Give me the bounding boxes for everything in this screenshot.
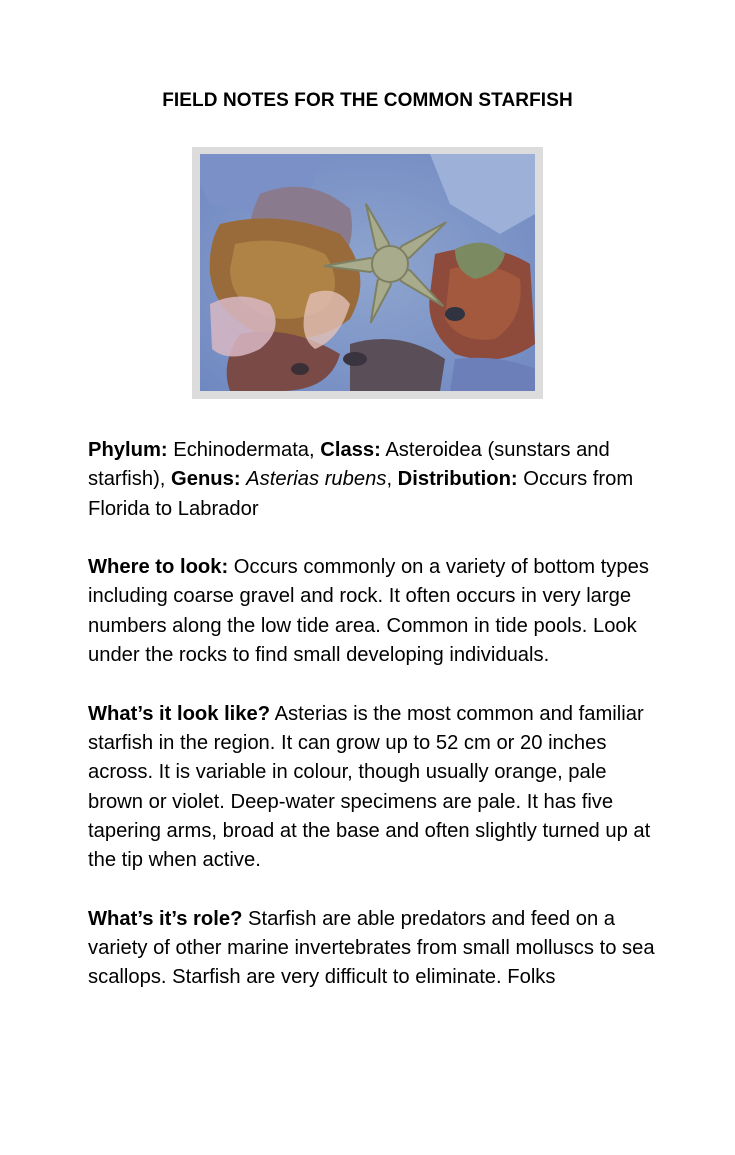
page-title: FIELD NOTES FOR THE COMMON STARFISH (162, 90, 573, 111)
where-to-look-text: Occurs commonly on a variety of bottom types including coarse gravel and rock. It often occurs in very large numbers along the low tide area. Common in tide pools. Look under the rocks to find small developing individuals. (88, 556, 649, 667)
distribution-value: Occurs from Florida to Labrador (88, 468, 634, 520)
starfish-photo (192, 147, 543, 399)
role-label: What’s it’s role? (88, 907, 243, 930)
role-paragraph (88, 905, 663, 993)
role-text: Starfish are able predators and feed on a variety of other marine invertebrates from small molluscs to sea scallops. Starfish are very difficult to eliminate. Folks (88, 907, 655, 989)
taxonomy-paragraph (88, 436, 663, 524)
genus-value: Asterias rubens (246, 468, 387, 491)
appearance-label: What’s it look like? (88, 702, 271, 725)
class-label: Class: (320, 439, 381, 461)
starfish-photo-illustration (200, 154, 535, 391)
class-value: Asteroidea (sunstars and starfish), (88, 439, 610, 491)
genus-label: Genus: (171, 468, 241, 491)
field-notes-body (88, 436, 663, 1022)
phylum-value: Echinodermata, (167, 439, 321, 461)
appearance-text: Asterias is the most common and familiar starfish in the region. It can grow up to 52 cm or 20 inches across. It is variable in colour, though usually orange, pale brown or violet. Deep-water specimens are pale. It has five tapering arms, broad at the base and often slightly turned up at the tip when active. (88, 702, 651, 872)
phylum-label: Phylum: (88, 439, 168, 461)
appearance-paragraph (88, 700, 663, 876)
where-to-look-label: Where to look: (88, 556, 229, 579)
distribution-label: Distribution: (397, 468, 518, 491)
genus-after: , (386, 468, 398, 491)
where-to-look-paragraph (88, 553, 663, 670)
